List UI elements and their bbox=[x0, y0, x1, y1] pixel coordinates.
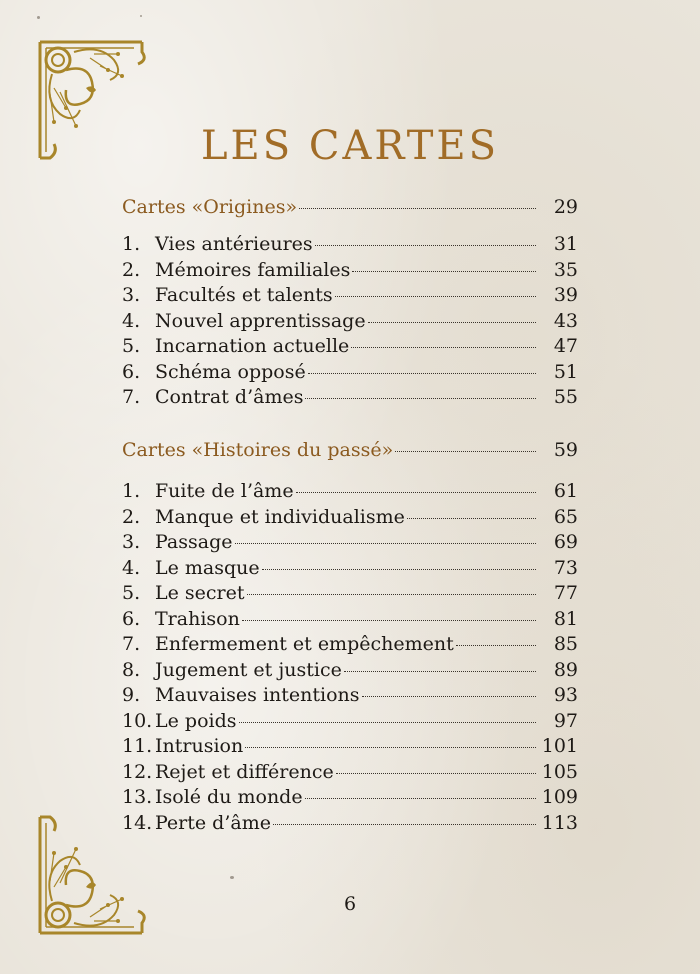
page-number: 65 bbox=[553, 505, 578, 528]
entry-label: Jugement et justice bbox=[155, 658, 342, 681]
entry-label: Contrat d’âmes bbox=[155, 386, 304, 408]
entry-number: 14. bbox=[122, 811, 153, 834]
entry-number: 3. bbox=[122, 284, 141, 306]
dot-leader bbox=[315, 244, 536, 246]
page-number: 69 bbox=[553, 531, 578, 553]
entry-label: Le masque bbox=[155, 556, 260, 579]
page-number: 113 bbox=[541, 811, 578, 834]
entry-number: 5. bbox=[122, 335, 141, 357]
dot-leader bbox=[344, 670, 536, 672]
toc-entry[interactable] bbox=[122, 232, 578, 256]
entry-label: Mémoires familiales bbox=[155, 258, 351, 281]
entry-label: Fuite de l’âme bbox=[155, 480, 294, 502]
entry-label: Manque et individualisme bbox=[155, 505, 405, 528]
dot-leader bbox=[336, 772, 536, 774]
entry-label: Incarnation actuelle bbox=[155, 335, 350, 357]
entry-label: Enfermement et empêchement bbox=[155, 633, 454, 655]
entry-label: Passage bbox=[155, 531, 233, 553]
dot-leader bbox=[335, 295, 536, 297]
toc-section-heading[interactable] bbox=[122, 195, 578, 219]
dot-leader bbox=[296, 491, 536, 493]
dot-leader bbox=[239, 721, 537, 723]
dot-leader bbox=[368, 321, 536, 323]
dot-leader bbox=[305, 797, 536, 799]
dot-leader bbox=[262, 568, 536, 570]
entry-number: 7. bbox=[122, 633, 141, 655]
toc-entry[interactable] bbox=[122, 479, 578, 503]
section-heading-label: Cartes «Origines» bbox=[122, 196, 298, 218]
section-heading-label: Cartes «Histoires du passé» bbox=[122, 439, 394, 461]
page-number: 93 bbox=[553, 684, 578, 706]
entry-number: 12. bbox=[122, 760, 153, 783]
entry-number: 6. bbox=[122, 360, 141, 383]
toc-entry[interactable] bbox=[122, 658, 578, 682]
entry-label: Isolé du monde bbox=[155, 786, 303, 808]
entry-number: 13. bbox=[122, 786, 153, 808]
page-number: 81 bbox=[553, 607, 578, 630]
page-number: 85 bbox=[553, 633, 578, 655]
dot-leader bbox=[305, 397, 536, 399]
toc-entry[interactable] bbox=[122, 581, 578, 605]
entry-label: Vies antérieures bbox=[155, 233, 313, 255]
paper-speck bbox=[230, 876, 234, 879]
dot-leader bbox=[247, 593, 537, 595]
entry-label: Intrusion bbox=[155, 735, 244, 757]
ornament-corner-bottom-left-icon bbox=[30, 815, 150, 945]
dot-leader bbox=[407, 517, 536, 519]
dot-leader bbox=[245, 746, 536, 748]
page-number: 59 bbox=[553, 439, 578, 461]
page-number: 43 bbox=[553, 309, 578, 332]
entry-number: 9. bbox=[122, 684, 141, 706]
page-number: 39 bbox=[553, 284, 578, 306]
toc-entry[interactable] bbox=[122, 283, 578, 307]
page-number: 51 bbox=[553, 360, 578, 383]
toc-entry[interactable] bbox=[122, 309, 578, 333]
toc-entry[interactable] bbox=[122, 360, 578, 384]
page-number: 97 bbox=[553, 709, 578, 732]
page-number: 29 bbox=[553, 196, 578, 218]
entry-number: 2. bbox=[122, 258, 141, 281]
dot-leader bbox=[235, 542, 537, 544]
toc-entry[interactable] bbox=[122, 505, 578, 529]
dot-leader bbox=[362, 695, 536, 697]
entry-number: 1. bbox=[122, 233, 141, 255]
page-number: 31 bbox=[553, 233, 578, 255]
page-title: LES CARTES bbox=[200, 122, 500, 169]
dot-leader bbox=[456, 644, 536, 646]
entry-label: Mauvaises intentions bbox=[155, 684, 360, 706]
entry-number: 2. bbox=[122, 505, 141, 528]
entry-number: 3. bbox=[122, 531, 141, 553]
dot-leader bbox=[242, 619, 536, 621]
entry-number: 11. bbox=[122, 735, 153, 757]
entry-label: Le secret bbox=[155, 582, 245, 604]
toc-entry[interactable] bbox=[122, 811, 578, 835]
entry-number: 4. bbox=[122, 309, 141, 332]
paper-speck bbox=[37, 16, 40, 19]
entry-label: Rejet et différence bbox=[155, 760, 334, 783]
page-number: 73 bbox=[553, 556, 578, 579]
page-number: 61 bbox=[553, 480, 578, 502]
page-number: 109 bbox=[541, 786, 578, 808]
page-number: 47 bbox=[553, 335, 578, 357]
page-number: 101 bbox=[541, 735, 578, 757]
toc-entry[interactable] bbox=[122, 760, 578, 784]
entry-number: 4. bbox=[122, 556, 141, 579]
page-number: 89 bbox=[553, 658, 578, 681]
toc-entry[interactable] bbox=[122, 734, 578, 758]
toc-entry[interactable] bbox=[122, 683, 578, 707]
toc-entry[interactable] bbox=[122, 334, 578, 358]
toc-entry[interactable] bbox=[122, 785, 578, 809]
page-number: 35 bbox=[553, 258, 578, 281]
toc-entry[interactable] bbox=[122, 385, 578, 409]
dot-leader bbox=[299, 207, 536, 209]
entry-label: Trahison bbox=[155, 607, 240, 630]
entry-number: 6. bbox=[122, 607, 141, 630]
page-number: 77 bbox=[553, 582, 578, 604]
entry-label: Nouvel apprentissage bbox=[155, 309, 366, 332]
entry-number: 8. bbox=[122, 658, 141, 681]
dot-leader bbox=[273, 823, 536, 825]
paper-speck bbox=[140, 15, 142, 17]
page-number-footer: 6 bbox=[343, 893, 357, 915]
entry-label: Perte d’âme bbox=[155, 811, 271, 834]
entry-number: 7. bbox=[122, 386, 141, 408]
toc-entry[interactable] bbox=[122, 709, 578, 733]
toc-entry[interactable] bbox=[122, 632, 578, 656]
dot-leader bbox=[351, 346, 536, 348]
toc-entry[interactable] bbox=[122, 556, 578, 580]
toc-section-heading[interactable] bbox=[122, 438, 578, 462]
entry-number: 10. bbox=[122, 709, 153, 732]
toc-entry[interactable] bbox=[122, 530, 578, 554]
entry-number: 5. bbox=[122, 582, 141, 604]
dot-leader bbox=[352, 270, 536, 272]
page-number: 55 bbox=[553, 386, 578, 408]
dot-leader bbox=[308, 372, 536, 374]
entry-number: 1. bbox=[122, 480, 141, 502]
dot-leader bbox=[395, 450, 536, 452]
toc-entry[interactable] bbox=[122, 607, 578, 631]
entry-label: Le poids bbox=[155, 709, 237, 732]
toc-entry[interactable] bbox=[122, 258, 578, 282]
page-number: 105 bbox=[541, 760, 578, 783]
entry-label: Schéma opposé bbox=[155, 360, 306, 383]
entry-label: Facultés et talents bbox=[155, 284, 333, 306]
